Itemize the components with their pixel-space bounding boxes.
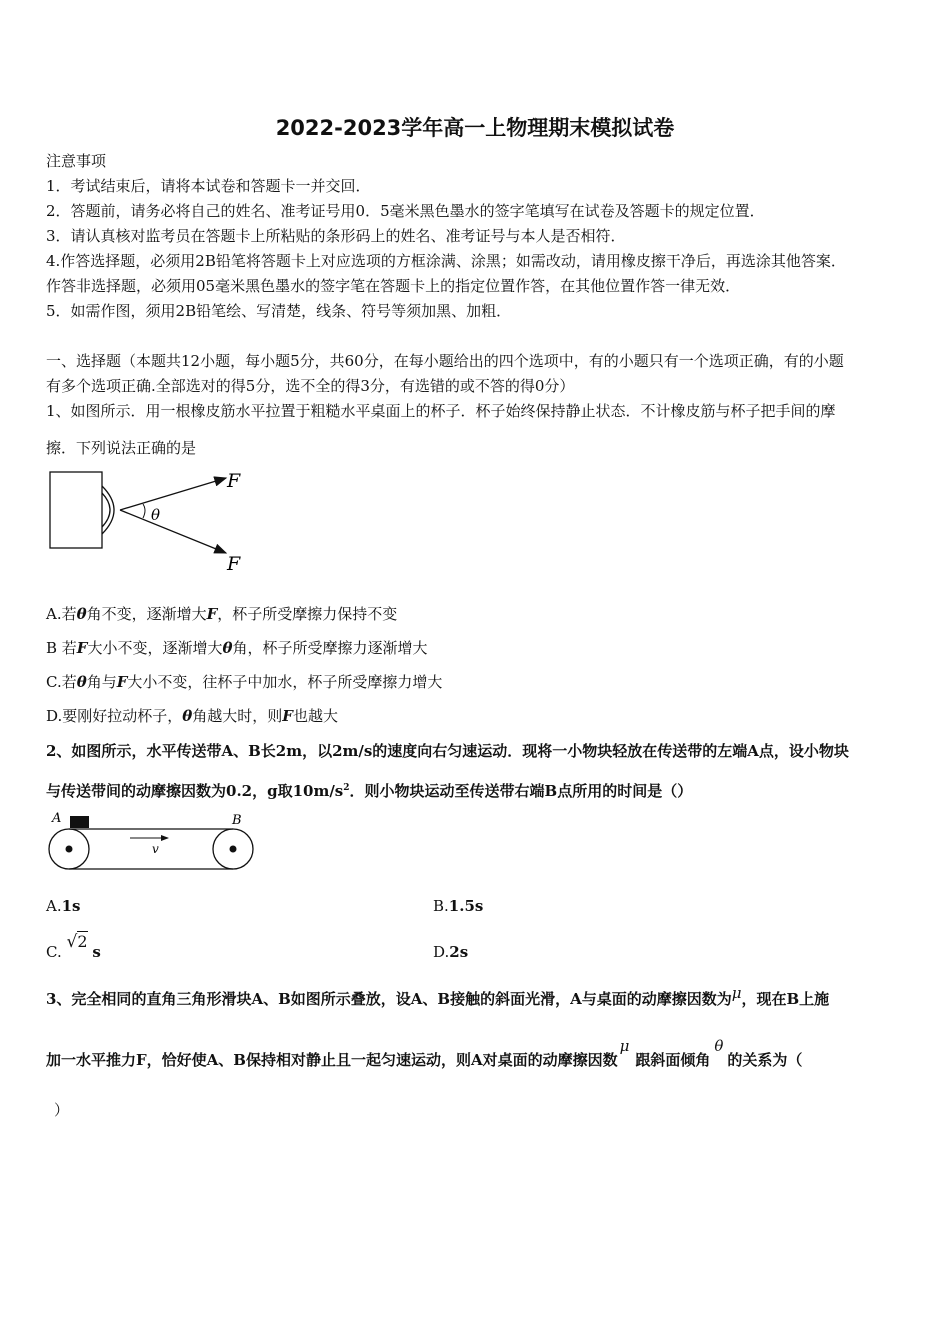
small-block	[70, 816, 89, 828]
point-a-label: A	[52, 811, 62, 826]
theta-symbol: θ	[714, 1037, 724, 1055]
q1-option-d[interactable]: D.要刚好拉动杯子，θ角越大时，则F也越大	[46, 707, 338, 725]
force-label-lower: F	[227, 553, 241, 575]
q2-option-a[interactable]: A.1s	[46, 897, 81, 915]
q1-stem-line-1: 1、如图所示．用一根橡皮筋水平拉置于粗糙水平桌面上的杯子．杯子始终保持静止状态．不计橡皮筋与杯子把手间的摩	[46, 402, 836, 420]
section-header-line-1: 一、选择题（本题共12小题，每小题5分，共60分，在每小题给出的四个选项中，有的小题只有一个选项正确，有的小题	[46, 352, 844, 370]
q1-option-c[interactable]: C.若θ角与F大小不变，往杯子中加水，杯子所受摩擦力增大	[46, 673, 443, 691]
point-b-label: B	[232, 813, 242, 828]
notice-heading: 注意事项	[46, 152, 107, 170]
cup-body	[50, 472, 102, 548]
notice-item-4-cont: 作答非选择题，必须用05毫米黑色墨水的签字笔在答题卡上的指定位置作答，在其他位置作答一律无效．	[46, 277, 741, 295]
rubber-band-lower	[120, 510, 226, 553]
notice-item-5: 5．如需作图，须用2B铅笔绘、写清楚，线条、符号等须加黑、加粗．	[46, 302, 512, 320]
q2-conveyor-figure	[40, 808, 265, 876]
q3-stem-line-3: ）	[54, 1101, 70, 1119]
rubber-band-upper	[120, 478, 226, 510]
q2-option-d[interactable]: D.2s	[433, 943, 469, 961]
radicand: 2	[77, 932, 88, 951]
page-title: 2022-2023学年高一上物理期末模拟试卷	[275, 116, 675, 140]
angle-arc	[143, 504, 145, 518]
q1-figure	[40, 462, 260, 578]
q3-stem-line-1: 3、完全相同的直角三角形滑块A、B如图所示叠放，设A、B接触的斜面光滑，A与桌面的动摩擦因数为μ，现在B上施	[46, 984, 830, 1008]
cup-handle-inner	[102, 493, 110, 527]
q1-stem-line-2: 擦．下列说法正确的是	[46, 439, 197, 457]
mu-symbol-2: μ	[619, 1037, 630, 1055]
q3-stem-line-2: 加一水平推力F，恰好使A、B保持相对静止且一起匀速运动，则A对桌面的动摩擦因数μ跟斜面倾角θ的关系为（	[46, 1037, 803, 1069]
notice-item-1: 1．考试结束后，请将本试卷和答题卡一并交回．	[46, 177, 371, 195]
q2-option-c[interactable]: C. √2 s	[46, 932, 101, 961]
section-header-line-2: 有多个选项正确.全部选对的得5分，选不全的得3分，有选错的或不答的得0分）	[46, 377, 575, 395]
q1-option-a[interactable]: A.若θ角不变，逐渐增大F，杯子所受摩擦力保持不变	[46, 605, 398, 623]
velocity-label: v	[152, 842, 159, 856]
mu-symbol: μ	[731, 984, 742, 1002]
notice-item-4: 4.作答选择题，必须用2B铅笔将答题卡上对应选项的方框涂满、涂黑；如需改动，请用橡皮擦干净后，再选涂其他答案．	[46, 252, 846, 270]
q2-stem-line-1: 2、如图所示，水平传送带A、B长2m，以2m/s的速度向右匀速运动．现将一小物块轻放在传送带的左端A点，设小物块	[46, 742, 849, 760]
angle-label: θ	[151, 506, 161, 524]
q2-option-b[interactable]: B.1.5s	[433, 897, 484, 915]
notice-item-2: 2．答题前，请务必将自己的姓名、准考证号用0．5毫米黑色墨水的签字笔填写在试卷及答题卡的规定位置．	[46, 202, 765, 220]
left-pulley-axle	[66, 846, 73, 853]
sqrt-symbol: √	[66, 932, 78, 952]
q1-option-b[interactable]: B 若F大小不变，逐渐增大θ角，杯子所受摩擦力逐渐增大	[46, 639, 428, 657]
notice-item-3: 3．请认真核对监考员在答题卡上所粘贴的条形码上的姓名、准考证号与本人是否相符．	[46, 227, 626, 245]
force-label-upper: F	[227, 470, 241, 492]
right-pulley-axle	[230, 846, 237, 853]
q2-stem-line-2: 与传送带间的动摩擦因数为0.2，g取$10m/s^2$．则小物块运动至传送带右端B点所用的时间是（）	[46, 782, 693, 800]
cup-handle-outer	[102, 486, 114, 534]
